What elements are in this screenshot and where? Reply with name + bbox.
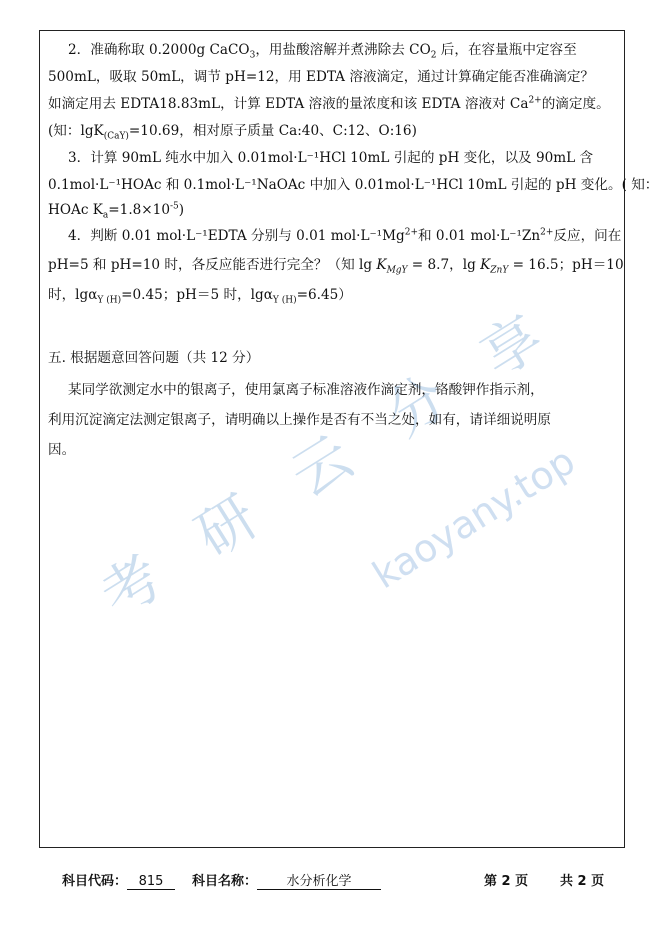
section-5-para-line-3: 因。 <box>48 442 76 458</box>
q4-line-3: 时，lgα$_{Y (H)}$=0.45；pH＝5 时，lgα$_{Y (H)}$=6.45） <box>48 287 352 306</box>
section-5-heading: 五. 根据题意回答问题（共 12 分） <box>48 350 260 366</box>
q4-line-1: 4．判断 0.01 mol·L⁻¹EDTA 分别与 0.01 $mol\cdot L^{-1}Mg^{2+}$和 0.01 $mol\cdot L^{-1}Zn^{2+}$反应，问在 <box>68 227 622 244</box>
q2-line-1: 2．准确称取 0.2000g CaCO$_3$，用盐酸溶解并煮沸除去 $CO_2$ 后，在容量瓶中定容至 <box>68 42 577 61</box>
section-5-para-line-1: 某同学欲测定水中的银离子，使用氯离子标准溶液作滴定剂，铬酸钾作指示剂， <box>68 382 544 398</box>
watermark-char-4: 分 <box>374 362 460 451</box>
section-5-para-line-2: 利用沉淀滴定法测定银离子，请明确以上操作是否有不当之处，如有，请详细说明原 <box>48 412 551 428</box>
subject-name-value: 水分析化学 <box>257 870 381 890</box>
watermark-char-5: 享 <box>469 302 555 391</box>
footer-subject-code: 科目代码： 815 <box>62 870 175 890</box>
footer-page-number: 第 2 页 <box>484 874 529 889</box>
watermark-char-3: 云 <box>279 422 365 511</box>
q4-line-2: pH=5 和 pH=10 时，各反应能否进行完全？（知 $\lg K_{MgY} = 8.7$，$\lg K_{ZnY} = 16.5$；pH＝10 <box>48 257 624 276</box>
q2-line-3: 如滴定用去 EDTA18.83mL，计算 EDTA 溶液的量浓度和该 EDTA 溶液对 $Ca^{2+}$的滴定度。 <box>48 95 610 112</box>
q2-line-2: 500mL，吸取 50mL，调节 pH=12，用 EDTA 溶液滴定，通过计算确定能否准确滴定？ <box>48 69 595 85</box>
q3-line-3: HOAc $K_a=1.8\times 10^{-5}$) <box>48 201 185 221</box>
q2-line-4: (知：lgK$_{(CaY)}$=10.69，相对原子质量 Ca:40、C:12、O:16) <box>48 123 417 142</box>
watermark-char-2: 研 <box>184 482 270 571</box>
footer-page-total: 共 2 页 <box>560 874 605 889</box>
watermark-char-1: 考 <box>89 542 175 631</box>
q3-line-2: 0.1mol·L⁻¹HOAc 和 0.1mol·L⁻¹NaOAc 中加入 0.01mol·L⁻¹HCl 10mL 引起的 pH 变化。( 知： <box>48 177 659 193</box>
footer-subject-name: 科目名称： 水分析化学 <box>192 870 381 890</box>
q3-line-1: 3．计算 90mL 纯水中加入 0.01mol·L⁻¹HCl 10mL 引起的 pH 变化，以及 90mL 含 <box>68 150 594 166</box>
subject-code-value: 815 <box>127 874 175 890</box>
watermark-url: kaoyany.top <box>365 438 583 598</box>
